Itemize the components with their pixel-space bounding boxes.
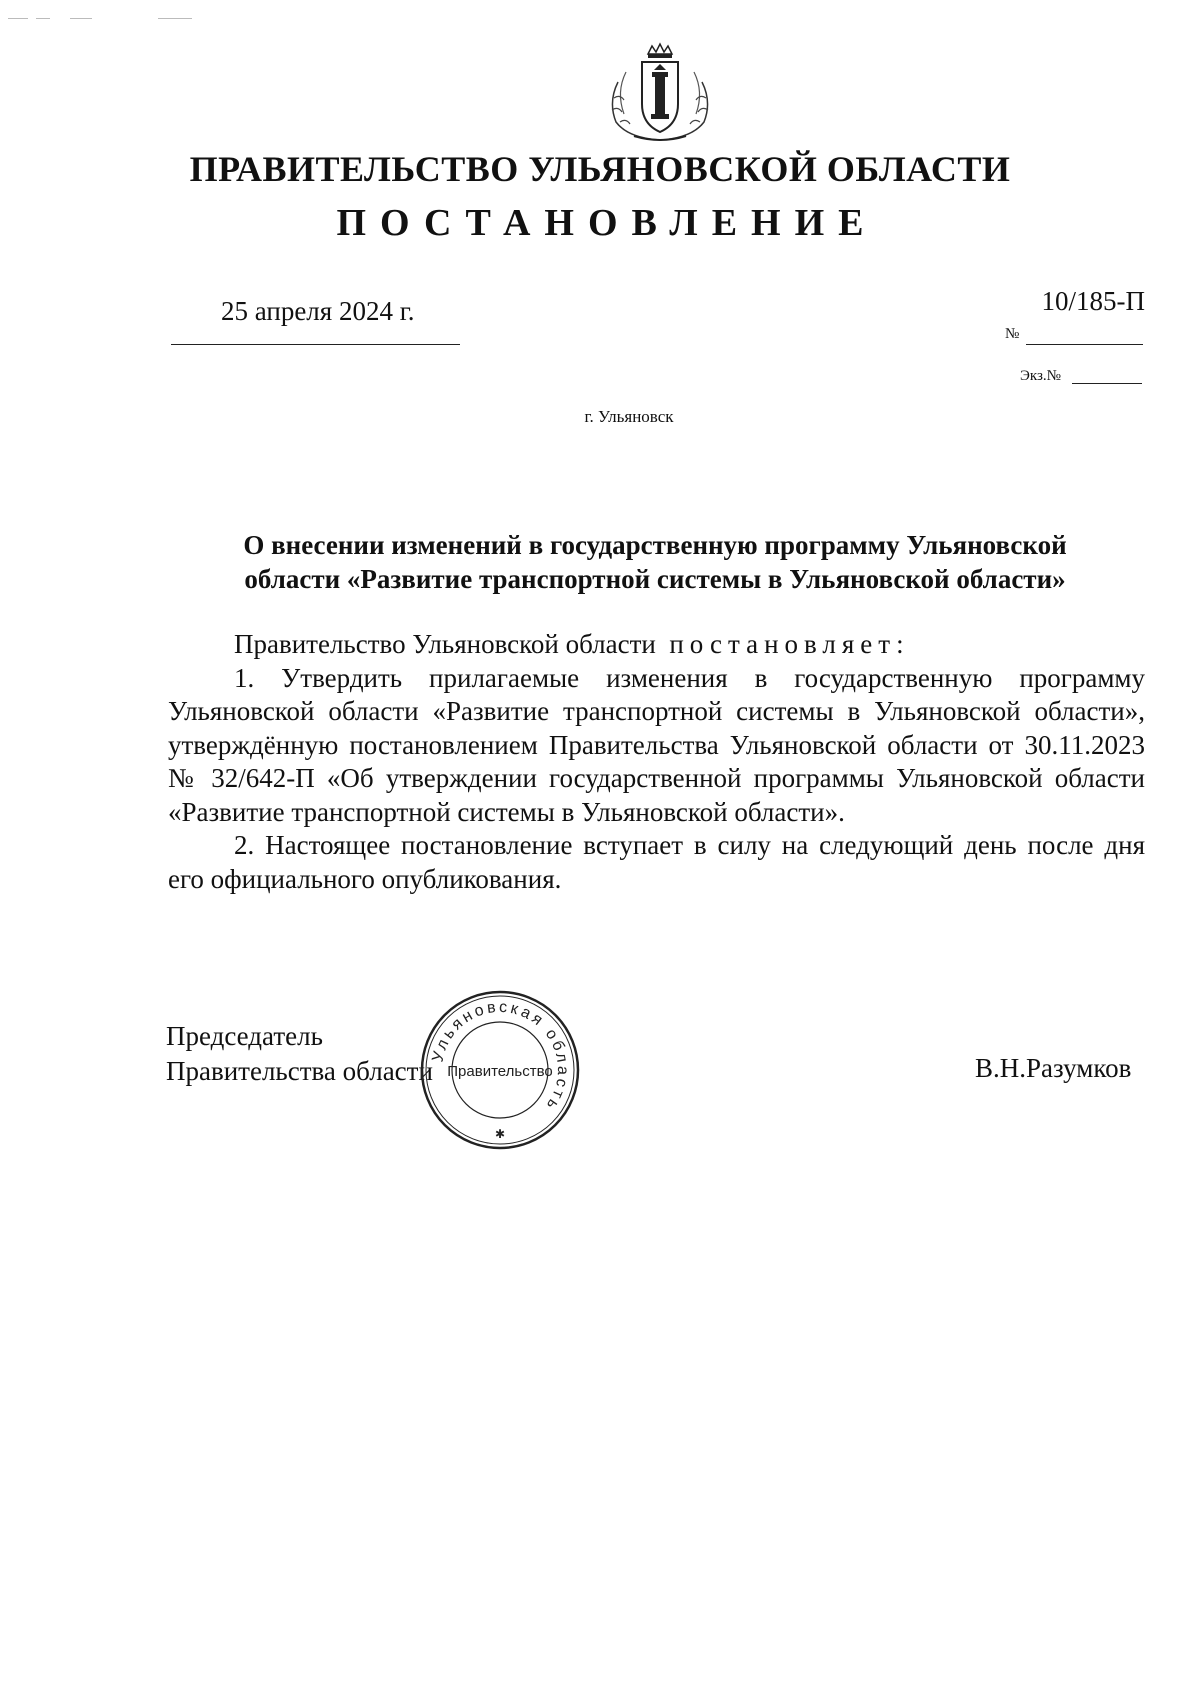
scan-mark — [158, 18, 192, 19]
city-label: г. Ульяновск — [584, 407, 674, 426]
scan-mark — [70, 18, 92, 19]
copy-number-label: Экз.№ — [1020, 368, 1061, 384]
document-date: 25 апреля 2024 г. — [221, 296, 415, 326]
document-body — [168, 628, 1145, 896]
seal-center-text: Правительство — [447, 1063, 553, 1080]
item-1: 1. Утвердить прилагаемые изменения в государственную программу Ульяновской области «Развитие транспортной системы в Ульяновской области», утверждённую постановлением Правительства Ульяновской области от 30.11.2023 № 32/642-П «Об утверждении государственной программы Ульяновской области «Развитие транспортной системы в Ульяновской области». — [168, 662, 1145, 827]
copy-number-underline — [1072, 383, 1142, 384]
document-number: 10/185-П — [1041, 286, 1145, 316]
signatory-position — [166, 1019, 433, 1089]
seal-ring-text: Ульяновская область — [429, 998, 572, 1115]
preamble-verb: постановляет: — [669, 629, 910, 659]
signatory-position-line2: Правительства области — [166, 1056, 433, 1086]
number-sign-label: № — [1005, 326, 1020, 342]
item-2: 2. Настоящее постановление вступает в силу на следующий день после дня его официального опубликования. — [168, 830, 1145, 894]
date-underline — [171, 344, 460, 345]
number-underline — [1026, 344, 1143, 345]
svg-text:Ульяновская область — [429, 999, 571, 1115]
government-title: ПРАВИТЕЛЬСТВО УЛЬЯНОВСКОЙ ОБЛАСТИ — [189, 149, 1011, 189]
seal-star-icon: ✱ — [494, 1127, 506, 1141]
official-seal-icon — [418, 988, 582, 1152]
coat-of-arms-icon — [598, 42, 722, 146]
scan-mark — [36, 18, 50, 19]
document-subject: О внесении изменений в государственную программу Ульяновской области «Развитие транспортной системы в Ульяновской области» — [243, 530, 1067, 594]
preamble — [168, 628, 1145, 662]
scan-mark — [8, 18, 28, 19]
signatory-position-line1: Председатель — [166, 1021, 323, 1051]
document-type-title: ПОСТАНОВЛЕНИЕ — [336, 202, 878, 244]
preamble-prefix: Правительство Ульяновской области — [234, 629, 656, 659]
signatory-name: В.Н.Разумков — [975, 1053, 1132, 1083]
